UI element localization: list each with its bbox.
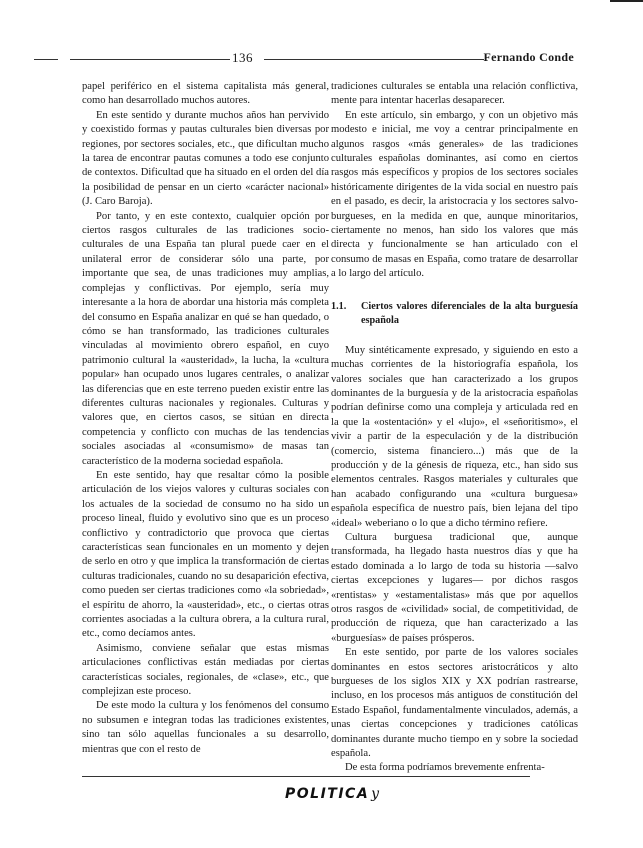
paragraph: tradiciones culturales se entabla una relación conflictiva, mente para intentar hacerlas desaparecer.: [331, 81, 578, 107]
right-column: [331, 80, 578, 776]
left-column: [82, 80, 329, 757]
paragraph: De este modo la cultura y los fenómenos del consumo no subsumen e integran todas las tradiciones existentes, sino tan sólo aquellas funcionales a su desarrollo, mientras que con el resto de: [82, 700, 329, 755]
footer-rule: [82, 776, 530, 777]
paragraph: En este sentido, hay que resaltar cómo la posible articulación de los viejos valores y culturas sociales con los actuales de la sociedad de consumo no ha sido un proceso lineal, fluido y evolutivo sino que es un proceso conflictivo y contradictorio que provoca que ciertas características sean funcionales en un momento y dejen de serlo en otro y que implica la transformación de ciertas culturas tradicionales, cuando no su desaparición efectiva, como pueden ser ciertas tradiciones como «la sobriedad», el espíritu de ahorro, la «austeridad», etc., o ciertas otras corrientes asociadas a la cultura obrera, a la cultura rural, etc., como decíamos antes.: [82, 469, 329, 640]
header-rule-left: [70, 59, 230, 60]
header-rule-left-short: [34, 59, 58, 60]
paragraph: Muy sintéticamente expresado, y siguiendo en esto a muchas corrientes de la historiografía española, los valores sociales que han caracterizado a los grupos dominantes de la burguesía y de la aristocracia españolas podrían definirse como una compleja y articulada red en la que la «ostentación» y el «lujo», el «señoritismo», el vivir a partir de la especulación y de la distribución (comercio, sistema financiero...) más que de la producción y de la génesis de riqueza, etc., han sido sus elementos centrales. Rasgos materiales y culturales que han acabado configurando una «cultura burguesa» española específica de nuestro país, bien lejana del tipo «ideal» weberiano o lo que a dicho término refiere.: [331, 344, 578, 529]
paragraph: papel periférico en el sistema capitalista más general, como han desarrollado muchos autores.: [82, 81, 329, 107]
top-edge-bar: [610, 0, 643, 2]
paragraph: Asimismo, conviene señalar que estas mismas articulaciones conflictivas están mediadas por ciertas características sociales, regionales, de «clase», etc., que complejizan este proceso.: [82, 642, 329, 698]
paragraph: De esta forma podríamos brevemente enfrenta-: [345, 762, 545, 774]
running-header: [34, 50, 574, 66]
paragraph: En este artículo, sin embargo, y con un objetivo más modesto e inicial, me voy a centrar principalmente en algunos rasgos «más generales» de las tradiciones culturales españolas dominantes, así como en ciertos rasgos más específicos y propios de los sectores sociales históricamente dirigentes de la vida social en nuestro país en el pasado, es decir, la aristocracia y los sectores salvo-burgueses, en la medida en que, aunque minoritarios, ciertamente no menos, han sido los valores que más directa y funcionalmente se han articulado con el consumo de masas en España, como tratare de desarrollar a lo largo del artículo.: [331, 109, 578, 280]
paragraph: En este sentido y durante muchos años han pervivido y coexistido formas y pautas culturales bien diversas por regiones, por sectores sociales, etc., que dificultan mucho la tarea de encontrar pautas comunes a todo ese conjunto de contextos. Dificultad que ha situado en el orden del día la posibilidad de pensar en un cierto «carácter nacional» (J. Caro Baroja).: [82, 109, 329, 208]
header-rule-right: [264, 59, 484, 60]
section-heading: [331, 300, 578, 328]
paragraph: En este sentido, por parte de los valores sociales dominantes en estos sectores aristocráticos y alto burgueses de los siglos XIX y XX podrían rastrearse, incluso, en los procesos más antiguos de constitución del Estado Español, fundamentalmente vinculados, además, a unas ciertas concepciones y tradiciones católicas dominantes durante mucho tiempo en y sobre la sociedad española.: [331, 647, 578, 760]
running-author: Fernando Conde: [483, 50, 574, 64]
paragraph: Por tanto, y en este contexto, cualquier opción por ciertos rasgos culturales de las tradiciones socio-culturales de una España tan plural puede caer en el unilateral error de considerar sólo una parte, por importante que sea, de unas tradiciones muy amplias, complejas y conflictivas. Por ejemplo, sería muy interesante a la hora de abordar una historia más completa del consumo en España analizar en qué se han quedado, o cómo se han transformado, las tradiciones culturales vinculadas al movimiento obrero español, en cuyo patrimonio cultural la «austeridad», la lucha, la «cultura popular» han ocupado unos lugares centrales, o analizar las diferencias que en este terreno pueden existir entre las diferentes culturas nacionales y regionales. Culturas y valores que, en ciertos casos, se sitúan en directa competencia y conflicto con muchas de las tendencias sociales asociadas al «consumismo» de masas tan característico de la moderna sociedad española.: [82, 210, 329, 467]
journal-logo-text: POLITICA: [285, 786, 370, 802]
paragraph: Cultura burguesa tradicional que, aunque transformada, ha llegado hasta nuestros días y que ha estado dominada a lo largo de toda su historia —salvo ciertas excepciones y lugares— por dichos rasgos «rentistas» y «estamentalistas» más que por aquellos otros rasgos de «civilidad» social, de competitividad, de producción de riqueza, que han caracterizado a las «burguesías» de países prósperos.: [331, 531, 578, 644]
journal-logo: [285, 786, 381, 802]
right-column-bottom: [331, 344, 578, 776]
section-title: Ciertos valores diferenciales de la alta burguesía española: [361, 300, 578, 326]
section-number: 1.1.: [331, 300, 347, 312]
journal-logo-mark: y: [371, 786, 381, 802]
page-number: 136: [232, 50, 253, 65]
right-column-top: [331, 80, 578, 282]
